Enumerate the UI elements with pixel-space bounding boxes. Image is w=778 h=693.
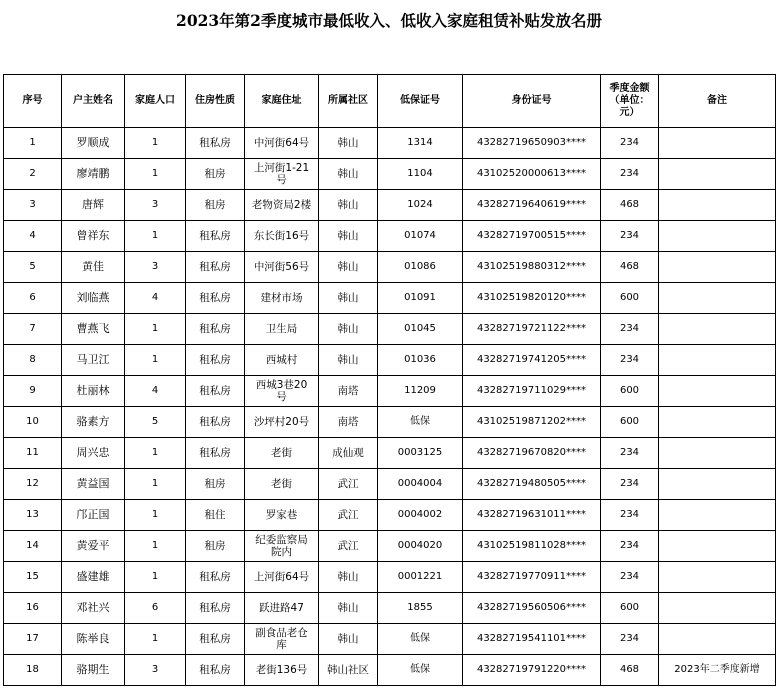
cell-seq: 12 bbox=[4, 469, 62, 500]
cell-community: 韩山 bbox=[319, 252, 378, 283]
cell-address bbox=[245, 283, 319, 314]
cell-amount: 468 bbox=[601, 655, 659, 686]
cell-note bbox=[659, 376, 776, 407]
cell-id: 43282719640619**** bbox=[463, 190, 601, 221]
cell-housing: 租私房 bbox=[186, 655, 245, 686]
cell-seq: 15 bbox=[4, 562, 62, 593]
cell-id: 43282719721122**** bbox=[463, 314, 601, 345]
cell-amount: 234 bbox=[601, 314, 659, 345]
cell-seq: 17 bbox=[4, 624, 62, 655]
address-text: 中河街56号 bbox=[253, 261, 310, 273]
header-note: 备注 bbox=[659, 75, 776, 128]
cell-seq: 16 bbox=[4, 593, 62, 624]
table-row bbox=[4, 221, 776, 252]
cell-id: 43282719741205**** bbox=[463, 345, 601, 376]
cell-community: 韩山 bbox=[319, 190, 378, 221]
cell-amount: 234 bbox=[601, 531, 659, 562]
cell-address bbox=[245, 221, 319, 252]
cell-address bbox=[245, 655, 319, 686]
cell-cert: 0004002 bbox=[378, 500, 463, 531]
address-text: 西城村 bbox=[265, 354, 298, 366]
cell-name: 陈举良 bbox=[62, 624, 125, 655]
cell-name: 邝正国 bbox=[62, 500, 125, 531]
cell-id: 43282719650903**** bbox=[463, 128, 601, 159]
cell-note bbox=[659, 531, 776, 562]
cell-id: 43102519880312**** bbox=[463, 252, 601, 283]
cell-housing: 租私房 bbox=[186, 376, 245, 407]
table-row bbox=[4, 562, 776, 593]
cell-members: 1 bbox=[125, 314, 186, 345]
cell-name: 骆素方 bbox=[62, 407, 125, 438]
cell-name: 骆期生 bbox=[62, 655, 125, 686]
cell-housing: 租私房 bbox=[186, 283, 245, 314]
address-text: 西城3巷20号 bbox=[255, 379, 308, 403]
cell-community: 南塔 bbox=[319, 407, 378, 438]
cell-name: 盛建雄 bbox=[62, 562, 125, 593]
cell-name: 黄益国 bbox=[62, 469, 125, 500]
cell-amount: 468 bbox=[601, 190, 659, 221]
address-text: 罗家巷 bbox=[265, 509, 298, 521]
cell-address bbox=[245, 159, 319, 190]
cell-community: 武江 bbox=[319, 531, 378, 562]
cell-amount: 600 bbox=[601, 593, 659, 624]
cell-name: 刘临燕 bbox=[62, 283, 125, 314]
table-row bbox=[4, 345, 776, 376]
cell-amount: 468 bbox=[601, 252, 659, 283]
cell-address bbox=[245, 531, 319, 562]
header-seq: 序号 bbox=[4, 75, 62, 128]
address-text: 卫生局 bbox=[265, 323, 298, 335]
cell-cert: 1314 bbox=[378, 128, 463, 159]
cell-members: 1 bbox=[125, 221, 186, 252]
cell-community: 韩山 bbox=[319, 593, 378, 624]
header-name: 户主姓名 bbox=[62, 75, 125, 128]
cell-note bbox=[659, 345, 776, 376]
header-cert: 低保证号 bbox=[378, 75, 463, 128]
table-row bbox=[4, 128, 776, 159]
cell-seq: 9 bbox=[4, 376, 62, 407]
cell-address bbox=[245, 190, 319, 221]
table-row bbox=[4, 407, 776, 438]
cell-name: 曹燕飞 bbox=[62, 314, 125, 345]
cell-note bbox=[659, 159, 776, 190]
cell-amount: 234 bbox=[601, 345, 659, 376]
address-text: 老街136号 bbox=[255, 664, 308, 676]
cell-address bbox=[245, 469, 319, 500]
table-row bbox=[4, 469, 776, 500]
address-text: 中河街64号 bbox=[253, 137, 310, 149]
cell-address bbox=[245, 438, 319, 469]
cell-housing: 租私房 bbox=[186, 624, 245, 655]
cell-community: 韩山 bbox=[319, 159, 378, 190]
cell-address bbox=[245, 562, 319, 593]
cell-note bbox=[659, 314, 776, 345]
cell-name: 黄佳 bbox=[62, 252, 125, 283]
cell-name: 廖靖鹏 bbox=[62, 159, 125, 190]
cell-members: 4 bbox=[125, 283, 186, 314]
header-members: 家庭人口 bbox=[125, 75, 186, 128]
cell-address bbox=[245, 128, 319, 159]
cell-members: 6 bbox=[125, 593, 186, 624]
cell-seq: 10 bbox=[4, 407, 62, 438]
cell-cert: 0004004 bbox=[378, 469, 463, 500]
cell-community: 南塔 bbox=[319, 376, 378, 407]
cell-address bbox=[245, 376, 319, 407]
cell-note bbox=[659, 221, 776, 252]
table-row bbox=[4, 283, 776, 314]
cell-community: 韩山社区 bbox=[319, 655, 378, 686]
cell-note bbox=[659, 407, 776, 438]
cell-housing: 租房 bbox=[186, 531, 245, 562]
table-row bbox=[4, 376, 776, 407]
header-amount bbox=[601, 75, 659, 128]
cell-note bbox=[659, 283, 776, 314]
table-row bbox=[4, 438, 776, 469]
cell-id: 43282719670820**** bbox=[463, 438, 601, 469]
cell-housing: 租房 bbox=[186, 159, 245, 190]
cell-housing: 租私房 bbox=[186, 407, 245, 438]
cell-cert: 01045 bbox=[378, 314, 463, 345]
cell-name: 曾祥东 bbox=[62, 221, 125, 252]
cell-amount: 234 bbox=[601, 438, 659, 469]
cell-note: 2023年二季度新增 bbox=[659, 655, 776, 686]
cell-members: 1 bbox=[125, 624, 186, 655]
cell-cert: 01036 bbox=[378, 345, 463, 376]
header-row bbox=[4, 75, 776, 128]
cell-members: 1 bbox=[125, 562, 186, 593]
table-row bbox=[4, 159, 776, 190]
cell-members: 3 bbox=[125, 190, 186, 221]
cell-members: 1 bbox=[125, 345, 186, 376]
cell-id: 43102519811028**** bbox=[463, 531, 601, 562]
cell-amount: 600 bbox=[601, 376, 659, 407]
cell-note bbox=[659, 593, 776, 624]
cell-id: 43282719700515**** bbox=[463, 221, 601, 252]
cell-name: 邓社兴 bbox=[62, 593, 125, 624]
cell-community: 武江 bbox=[319, 500, 378, 531]
table-row bbox=[4, 531, 776, 562]
cell-seq: 13 bbox=[4, 500, 62, 531]
cell-cert: 低保 bbox=[378, 407, 463, 438]
cell-address bbox=[245, 407, 319, 438]
table-row bbox=[4, 314, 776, 345]
cell-note bbox=[659, 438, 776, 469]
cell-amount: 600 bbox=[601, 407, 659, 438]
address-text: 建材市场 bbox=[260, 292, 303, 304]
cell-name: 罗顺成 bbox=[62, 128, 125, 159]
cell-cert: 01091 bbox=[378, 283, 463, 314]
cell-address bbox=[245, 500, 319, 531]
address-text: 老街 bbox=[271, 478, 292, 490]
cell-community: 成仙观 bbox=[319, 438, 378, 469]
cell-members: 3 bbox=[125, 655, 186, 686]
cell-name: 马卫江 bbox=[62, 345, 125, 376]
address-text: 老物资局2楼 bbox=[251, 199, 312, 211]
cell-name: 杜丽林 bbox=[62, 376, 125, 407]
cell-note bbox=[659, 500, 776, 531]
cell-note bbox=[659, 252, 776, 283]
cell-community: 韩山 bbox=[319, 562, 378, 593]
address-text: 跃进路47 bbox=[259, 602, 304, 614]
table-row bbox=[4, 190, 776, 221]
cell-cert: 11209 bbox=[378, 376, 463, 407]
address-text: 副食品老仓库 bbox=[255, 627, 308, 651]
cell-address bbox=[245, 345, 319, 376]
cell-amount: 234 bbox=[601, 469, 659, 500]
subsidy-roster-table bbox=[3, 74, 776, 686]
cell-amount: 234 bbox=[601, 500, 659, 531]
cell-housing: 租私房 bbox=[186, 593, 245, 624]
cell-id: 43282719770911**** bbox=[463, 562, 601, 593]
cell-seq: 8 bbox=[4, 345, 62, 376]
cell-id: 43282719560506**** bbox=[463, 593, 601, 624]
cell-seq: 6 bbox=[4, 283, 62, 314]
cell-seq: 18 bbox=[4, 655, 62, 686]
cell-community: 韩山 bbox=[319, 345, 378, 376]
cell-id: 43102519871202**** bbox=[463, 407, 601, 438]
cell-community: 武江 bbox=[319, 469, 378, 500]
cell-members: 5 bbox=[125, 407, 186, 438]
cell-seq: 3 bbox=[4, 190, 62, 221]
cell-id: 43282719480505**** bbox=[463, 469, 601, 500]
cell-address bbox=[245, 624, 319, 655]
cell-note bbox=[659, 562, 776, 593]
table-row bbox=[4, 624, 776, 655]
table-row bbox=[4, 252, 776, 283]
cell-id: 43102520000613**** bbox=[463, 159, 601, 190]
cell-cert: 0003125 bbox=[378, 438, 463, 469]
cell-community: 韩山 bbox=[319, 128, 378, 159]
cell-seq: 1 bbox=[4, 128, 62, 159]
cell-address bbox=[245, 252, 319, 283]
table-row bbox=[4, 500, 776, 531]
table-row bbox=[4, 655, 776, 686]
cell-name: 黄爱平 bbox=[62, 531, 125, 562]
address-text: 老街 bbox=[271, 447, 292, 459]
cell-community: 韩山 bbox=[319, 221, 378, 252]
cell-cert: 01074 bbox=[378, 221, 463, 252]
document-title: 2023年第2季度城市最低收入、低收入家庭租赁补贴发放名册 bbox=[176, 11, 602, 30]
cell-cert: 低保 bbox=[378, 624, 463, 655]
cell-seq: 4 bbox=[4, 221, 62, 252]
cell-cert: 1024 bbox=[378, 190, 463, 221]
cell-housing: 租私房 bbox=[186, 345, 245, 376]
cell-housing: 租私房 bbox=[186, 252, 245, 283]
cell-members: 3 bbox=[125, 252, 186, 283]
cell-community: 韩山 bbox=[319, 283, 378, 314]
cell-cert: 0004020 bbox=[378, 531, 463, 562]
cell-amount: 234 bbox=[601, 221, 659, 252]
cell-members: 1 bbox=[125, 438, 186, 469]
cell-housing: 租房 bbox=[186, 469, 245, 500]
cell-housing: 租房 bbox=[186, 190, 245, 221]
cell-id: 43282719631011**** bbox=[463, 500, 601, 531]
cell-housing: 租私房 bbox=[186, 221, 245, 252]
cell-cert: 1855 bbox=[378, 593, 463, 624]
cell-housing: 租私房 bbox=[186, 128, 245, 159]
cell-amount: 234 bbox=[601, 624, 659, 655]
cell-name: 周兴忠 bbox=[62, 438, 125, 469]
cell-members: 1 bbox=[125, 500, 186, 531]
cell-seq: 2 bbox=[4, 159, 62, 190]
header-id: 身份证号 bbox=[463, 75, 601, 128]
address-text: 东长街16号 bbox=[253, 230, 310, 242]
cell-seq: 14 bbox=[4, 531, 62, 562]
table-row bbox=[4, 593, 776, 624]
cell-amount: 234 bbox=[601, 159, 659, 190]
header-amount-label: 季度金额（单位：元） bbox=[609, 83, 650, 118]
cell-seq: 7 bbox=[4, 314, 62, 345]
cell-housing: 租私房 bbox=[186, 314, 245, 345]
cell-seq: 5 bbox=[4, 252, 62, 283]
address-text: 沙坪村20号 bbox=[253, 416, 310, 428]
cell-members: 1 bbox=[125, 128, 186, 159]
cell-id: 43102519820120**** bbox=[463, 283, 601, 314]
cell-housing: 租私房 bbox=[186, 562, 245, 593]
header-community: 所属社区 bbox=[319, 75, 378, 128]
cell-amount: 234 bbox=[601, 128, 659, 159]
header-housing: 住房性质 bbox=[186, 75, 245, 128]
cell-housing: 租私房 bbox=[186, 438, 245, 469]
cell-community: 韩山 bbox=[319, 314, 378, 345]
cell-id: 43282719541101**** bbox=[463, 624, 601, 655]
address-text: 纪委监察局院内 bbox=[255, 534, 308, 558]
cell-cert: 01086 bbox=[378, 252, 463, 283]
cell-note bbox=[659, 469, 776, 500]
cell-cert: 0001221 bbox=[378, 562, 463, 593]
cell-amount: 600 bbox=[601, 283, 659, 314]
address-text: 上河街1-21号 bbox=[253, 162, 310, 186]
cell-members: 1 bbox=[125, 469, 186, 500]
cell-note bbox=[659, 624, 776, 655]
cell-amount: 234 bbox=[601, 562, 659, 593]
address-text: 上河街64号 bbox=[253, 571, 310, 583]
header-address: 家庭住址 bbox=[245, 75, 319, 128]
cell-address bbox=[245, 593, 319, 624]
cell-address bbox=[245, 314, 319, 345]
cell-name: 唐辉 bbox=[62, 190, 125, 221]
cell-note bbox=[659, 128, 776, 159]
cell-note bbox=[659, 190, 776, 221]
cell-cert: 1104 bbox=[378, 159, 463, 190]
cell-housing: 租住 bbox=[186, 500, 245, 531]
cell-id: 43282719711029**** bbox=[463, 376, 601, 407]
cell-members: 1 bbox=[125, 159, 186, 190]
cell-members: 1 bbox=[125, 531, 186, 562]
cell-community: 韩山 bbox=[319, 624, 378, 655]
cell-cert: 低保 bbox=[378, 655, 463, 686]
cell-id: 43282719791220**** bbox=[463, 655, 601, 686]
cell-seq: 11 bbox=[4, 438, 62, 469]
cell-members: 4 bbox=[125, 376, 186, 407]
